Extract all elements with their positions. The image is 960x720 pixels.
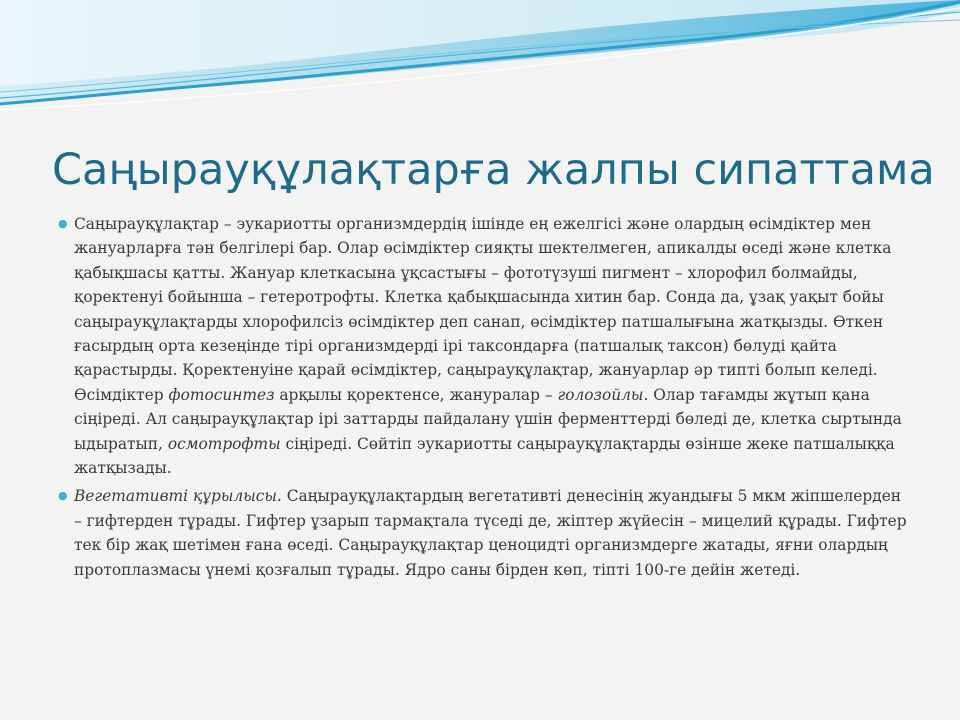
italic-term: Вегетативті құрылысы. [74, 487, 282, 506]
bullet-list [56, 212, 908, 586]
slide-title: Саңырауқұлақтарға жалпы сипаттама [52, 145, 935, 195]
bullet-item [56, 484, 908, 582]
text-run: сіңіреді. Сөйтіп эукариотты саңырауқұлақтарды өзінше жеке патшалыққа жатқызады. [74, 434, 895, 478]
italic-term: голозойлы [557, 385, 644, 404]
bullet-dot-icon: ● [58, 217, 68, 230]
bullet-paragraph [74, 212, 908, 480]
wave-header-decoration [0, 0, 960, 120]
text-run: арқылы қоректенсе, жануралар – [274, 385, 558, 404]
italic-term: осмотрофты [167, 434, 281, 453]
bullet-item [56, 212, 908, 480]
italic-term: фотосинтез [168, 385, 275, 404]
text-run: Саңырауқұлақтардың вегетативті денесінің жуандығы 5 мкм жіпшелерден – гифтерден тұрады. Гифтер ұзарып тармақтала түседі де, жіптер жүйесін – мицелий құрады. Гифтер тек бір жақ шетімен ғана өседі. Саңырауқұлақтар ценоцидті организмдерге жатады, яғни олардың протоплазмасы үнемі қозғалып тұрады. Ядро саны бірден көп, тіпті 100-ге дейін жетеді. [74, 487, 907, 579]
bullet-dot-icon: ● [58, 489, 68, 503]
bullet-paragraph [74, 484, 908, 582]
text-run: Саңырауқұлақтар – эукариотты организмдердің ішінде ең ежелгісі және олардың өсімдіктер мен жануарларға тән белгілері бар. Олар өсімдіктер сияқты шектелмеген, апикалды өседі және клетка қабықшасы қатты. Жануар клеткасына ұқсастығы – фототүзуші пигмент – хлорофил болмайды, қоректенуі бойынша – гетеротрофты. Клетка қабықшасында хитин бар. Сонда да, ұзақ уақыт бойы саңырауқұлақтарды хлорофилсіз өсімдіктер деп санап, өсімдіктер патшалығына жатқызды. Өткен ғасырдың орта кезеңінде тірі организмдерді ірі таксондарға (патшалық таксон) бөлуді қайта қарастырды. Қоректенуіне қарай өсімдіктер, саңырауқұлақтар, жануарлар әр типті болып келеді. Өсімдіктер [74, 215, 892, 404]
text-run: . Олар тағамды жұтып қана сіңіреді. Ал саңырауқұлақтар ірі заттарды пайдалану үшін ферменттерді бөледі де, клетка сыртында ыдыратып, [74, 385, 902, 453]
